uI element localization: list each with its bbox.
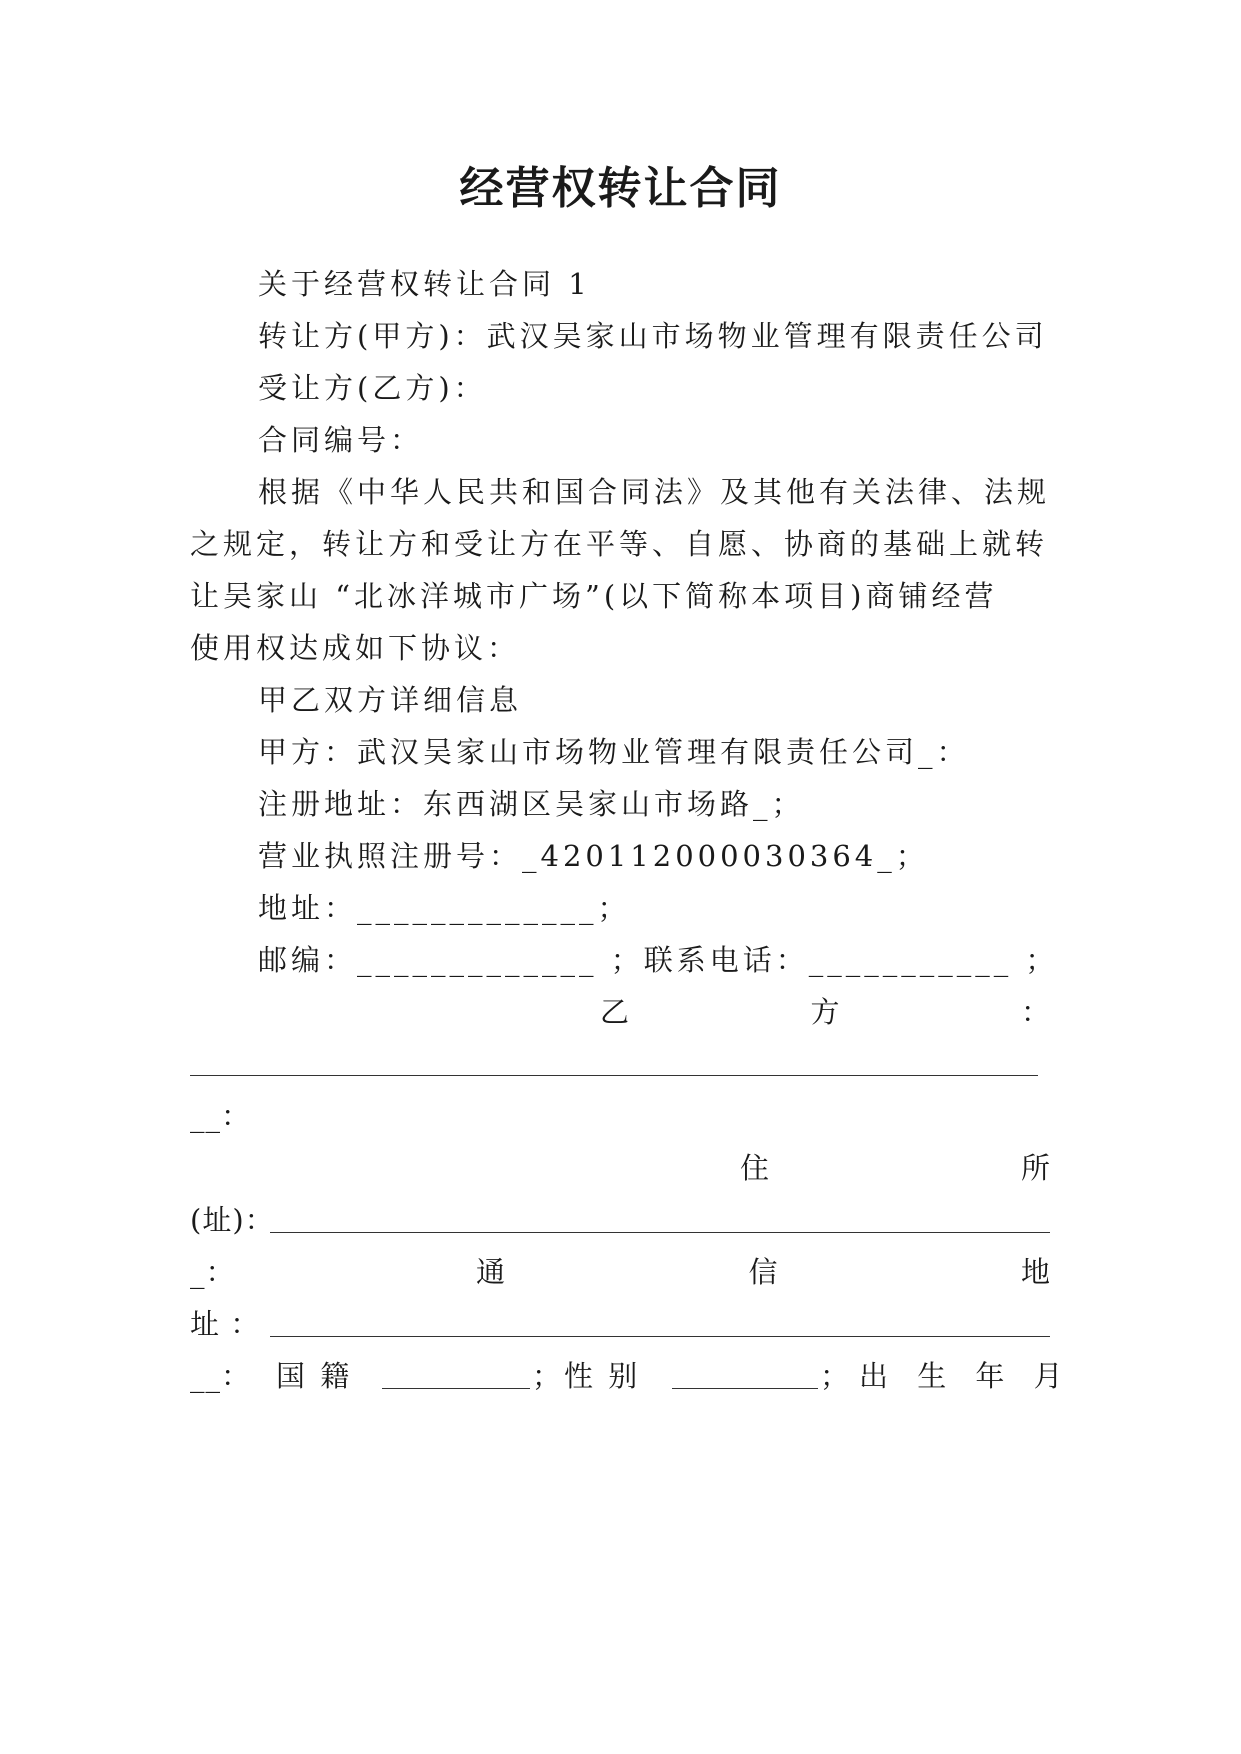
birthdate-label: ；出 生 年 月 [820,1359,1073,1393]
residence-label [740,1148,1050,1188]
residence-prefix: (址)： [190,1203,275,1237]
mailing-char-1: 通 [476,1255,506,1289]
party-b-end: __： [190,1099,252,1133]
paragraph-line-2: 之规定，转让方和受让方在平等、自愿、协商的基础上就转 [190,527,1049,561]
party-details-heading: 甲乙双方详细信息 [258,683,523,717]
nationality-label: 国 籍 [276,1359,353,1393]
party-b-blank-rule [190,1075,1038,1076]
transferor-line: 转让方(甲方)：武汉吴家山市场物业管理有限责任公司 [258,319,1048,353]
postcode-phone-line: 邮编：_____________ ；联系电话：___________ ； [258,943,1059,977]
party-b-char-2: 方 [810,995,840,1029]
mailing-char-3: 地 [1020,1255,1050,1289]
mailing-end: __： [190,1359,252,1393]
transferee-line: 受让方(乙方)： [258,371,487,405]
paragraph-line-4: 使用权达成如下协议： [190,631,521,665]
mailing-blank-rule [270,1336,1050,1337]
gender-blank-rule [672,1388,818,1389]
nationality-blank-rule [382,1388,530,1389]
mailing-label [476,1252,1050,1292]
party-a-line: 甲方：武汉吴家山市场物业管理有限责任公司_： [258,735,970,769]
paragraph-line-3: 让吴家山 “北冰洋城市广场”(以下简称本项目)商铺经营 [190,579,998,613]
residence-blank-rule [270,1232,1050,1233]
residence-char-1: 住 [740,1151,770,1185]
mailing-prefix: 址 ： [190,1307,261,1341]
registered-address-line: 注册地址：东西湖区吴家山市场路_； [258,787,805,821]
residence-end: _： [190,1255,236,1289]
paragraph-line-1: 根据《中华人民共和国合同法》及其他有关法律、法规 [258,475,1051,509]
residence-char-2: 所 [1020,1151,1050,1185]
document-title: 经营权转让合同 [459,163,782,214]
party-b-label [600,992,1050,1032]
mailing-char-2: 信 [748,1255,778,1289]
party-b-char-1: 乙 [600,995,630,1029]
party-b-colon: ： [1020,995,1050,1029]
address-line: 地址：_____________； [258,891,631,925]
contract-subtitle: 关于经营权转让合同 1 [258,267,591,301]
gender-label: ；性 别 [532,1359,641,1393]
business-license-line: 营业执照注册号：_420112000030364_； [258,839,929,873]
contract-number-line: 合同编号： [258,423,424,457]
